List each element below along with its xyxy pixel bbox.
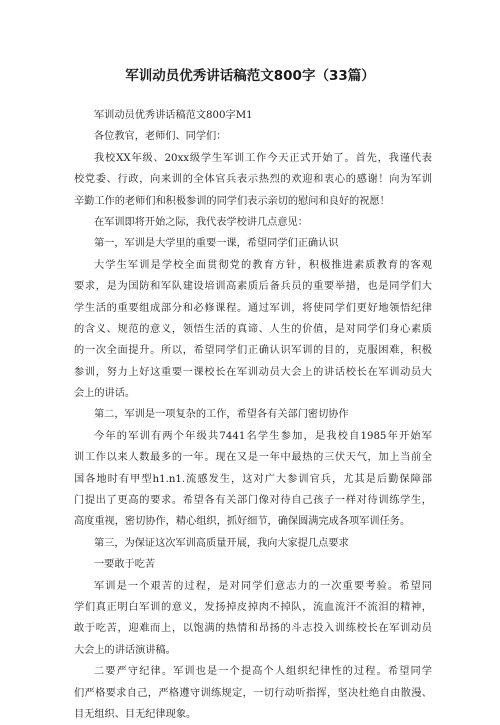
body-line: 辛勤工作的老师们和积极参训的同学们表示亲切的慰问和良好的祝愿！	[74, 195, 390, 207]
body-line: 门提出了更高的要求。希望各有关部门像对待自己孩子一样对待训练学生，	[74, 495, 432, 507]
body-line: 们严格要求自己，严格遵守训练规定，一切行动听指挥，坚决杜绝自由散漫、	[74, 687, 432, 699]
body-line: 敢于吃苦，迎难而上，以饱满的热情和昂扬的斗志投入训练校长在军训动员	[74, 623, 432, 635]
body-line: 第三，为保证这次军训高质量开展，我向大家提几点要求	[94, 537, 349, 549]
body-line: 会上的讲话。	[74, 388, 136, 400]
body-line: 学们真正明白军训的意义，发扬掉皮掉肉不掉队，流血流汗不流泪的精神，	[74, 601, 432, 613]
body-line: 今年的军训有两个年级共7441名学生参加，是我校自1985年开始军	[94, 430, 432, 442]
body-line: 的一次全面提升。所以，希望同学们正确认识军训的目的，克服困难，积极	[74, 345, 432, 357]
body-line: 参训，努力上好这重要一课校长在军训动员大会上的讲话校长在军训动员大	[74, 366, 432, 378]
body-line: 军训是一个艰苦的过程，是对同学们意志力的一次重要考验。希望同	[94, 580, 432, 592]
body-line: 第一，军训是大学里的重要一课，希望同学们正确认识	[94, 238, 339, 250]
body-line: 国各地时有甲型h1.n1.流感发生，这对广大参训官兵，尤其是后勤保障部	[74, 473, 432, 485]
body-line: 的含义、规范的意义，领悟生活的真谛、人生的价值，是对同学们身心素质	[74, 323, 432, 335]
body-line: 二要严守纪律。军训也是一个提高个人组织纪律性的过程。希望同学	[94, 666, 432, 678]
body-line: 大学生军训是学校全面贯彻党的教育方针，积极推进素质教育的客观	[94, 259, 432, 271]
body-line: 训工作以来人数最多的一年。现在又是一年中最热的三伏天气，加上当前全	[74, 452, 432, 464]
body-line: 各位教官，老师们、同学们：	[94, 131, 227, 143]
body-line: 第二，军训是一项复杂的工作，希望各有关部门密切协作	[94, 409, 349, 421]
body-line: 校党委、行政，向来训的全体官兵表示热烈的欢迎和衷心的感谢！向为军训	[74, 174, 432, 186]
body-line: 要求，是为国防和军队建设培训高素质后备兵员的重要举措，也是同学们大	[74, 281, 432, 293]
body-line: 我校XX年级、20xx级学生军训工作今天正式开始了。首先，我谨代表	[94, 152, 432, 164]
document-title: 军训动员优秀讲话稿范文800字（33篇）	[125, 68, 375, 84]
body-line: 军训动员优秀讲话稿范文800字M1	[94, 110, 253, 121]
body-line: 在军训即将开始之际，我代表学校讲几点意见：	[94, 216, 308, 228]
body-line: 学生活的重要组成部分和必修课程。通过军训，将使同学们更好地领悟纪律	[74, 302, 432, 314]
body-line: 目无组织、目无纪律现象。	[74, 708, 197, 720]
document-body	[74, 105, 432, 725]
body-line: 一要敢于吃苦	[94, 559, 156, 571]
body-line: 大会上的讲话演讲稿。	[74, 644, 176, 656]
body-line: 高度重视，密切协作，精心组织，抓好细节，确保圆满完成各项军训任务。	[74, 516, 411, 528]
